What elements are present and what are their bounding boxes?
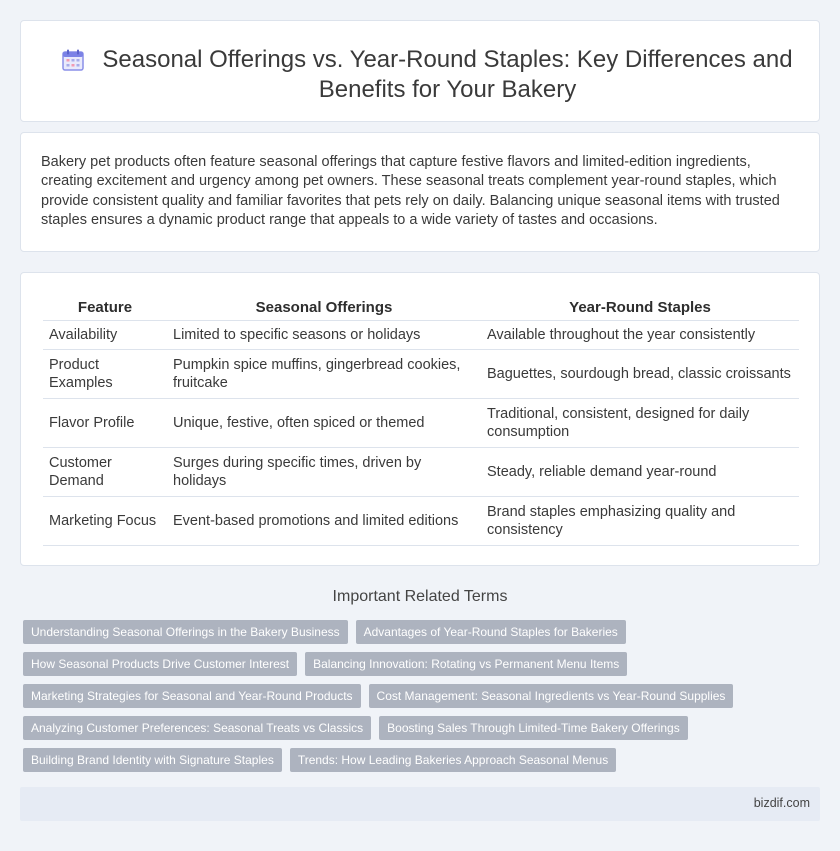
tag-row xyxy=(23,684,803,708)
table-row xyxy=(43,496,799,545)
tag-row xyxy=(23,620,803,644)
related-term-tag[interactable]: How Seasonal Products Drive Customer Interest xyxy=(23,652,297,676)
calendar-icon xyxy=(61,48,85,72)
table-row xyxy=(43,320,799,349)
related-term-tag[interactable]: Understanding Seasonal Offerings in the Bakery Business xyxy=(23,620,348,644)
table-cell: Available throughout the year consistently xyxy=(481,320,799,349)
related-term-tag[interactable]: Balancing Innovation: Rotating vs Permanent Menu Items xyxy=(305,652,627,676)
table-cell: Pumpkin spice muffins, gingerbread cookies, fruitcake xyxy=(167,349,481,398)
table-cell: Availability xyxy=(43,320,167,349)
footer-site: bizdif.com xyxy=(753,796,810,810)
related-term-tag[interactable]: Advantages of Year-Round Staples for Bakeries xyxy=(356,620,626,644)
title-card xyxy=(20,20,820,122)
table-row xyxy=(43,349,799,398)
related-terms-title: Important Related Terms xyxy=(332,588,508,605)
related-term-tag[interactable]: Boosting Sales Through Limited-Time Bakery Offerings xyxy=(379,716,688,740)
related-term-tag[interactable]: Building Brand Identity with Signature Staples xyxy=(23,748,282,772)
table-cell: Event-based promotions and limited editions xyxy=(167,496,481,545)
table-row xyxy=(43,447,799,496)
related-term-tag[interactable]: Analyzing Customer Preferences: Seasonal Treats vs Classics xyxy=(23,716,371,740)
tag-row xyxy=(23,652,803,676)
tag-row xyxy=(23,748,803,772)
header-year-round: Year-Round Staples xyxy=(481,294,799,320)
related-term-tag[interactable]: Trends: How Leading Bakeries Approach Seasonal Menus xyxy=(290,748,616,772)
footer xyxy=(20,787,820,821)
table-cell: Flavor Profile xyxy=(43,398,167,447)
comparison-card xyxy=(20,272,820,566)
page-title: Seasonal Offerings vs. Year-Round Staples: Key Differences and Benefits for Your Bakery xyxy=(102,46,793,103)
related-term-tag[interactable]: Marketing Strategies for Seasonal and Year-Round Products xyxy=(23,684,361,708)
table-cell: Unique, festive, often spiced or themed xyxy=(167,398,481,447)
header-feature: Feature xyxy=(43,294,167,320)
table-cell: Baguettes, sourdough bread, classic croissants xyxy=(481,349,799,398)
tag-row xyxy=(23,716,803,740)
comparison-table xyxy=(43,294,799,546)
table-cell: Product Examples xyxy=(43,349,167,398)
header-seasonal: Seasonal Offerings xyxy=(167,294,481,320)
table-cell: Marketing Focus xyxy=(43,496,167,545)
intro-paragraph: Bakery pet products often feature seasonal offerings that capture festive flavors and limited-edition ingredients, creating excitement and urgency among pet owners. These seasonal treats complement year-round staples, which provide consistent quality and familiar favorites that pets rely on daily. Balancing unique seasonal items with trusted staples ensures a dynamic product range that appeals to a wide variety of tastes and occasions. xyxy=(41,154,780,228)
table-header-row xyxy=(43,294,799,320)
table-cell: Traditional, consistent, designed for daily consumption xyxy=(481,398,799,447)
related-term-tag[interactable]: Cost Management: Seasonal Ingredients vs Year-Round Supplies xyxy=(369,684,734,708)
table-row xyxy=(43,398,799,447)
intro-card xyxy=(20,132,820,252)
table-cell: Steady, reliable demand year-round xyxy=(481,447,799,496)
related-terms-list xyxy=(23,620,803,780)
table-cell: Limited to specific seasons or holidays xyxy=(167,320,481,349)
table-cell: Customer Demand xyxy=(43,447,167,496)
table-cell: Surges during specific times, driven by holidays xyxy=(167,447,481,496)
table-cell: Brand staples emphasizing quality and consistency xyxy=(481,496,799,545)
